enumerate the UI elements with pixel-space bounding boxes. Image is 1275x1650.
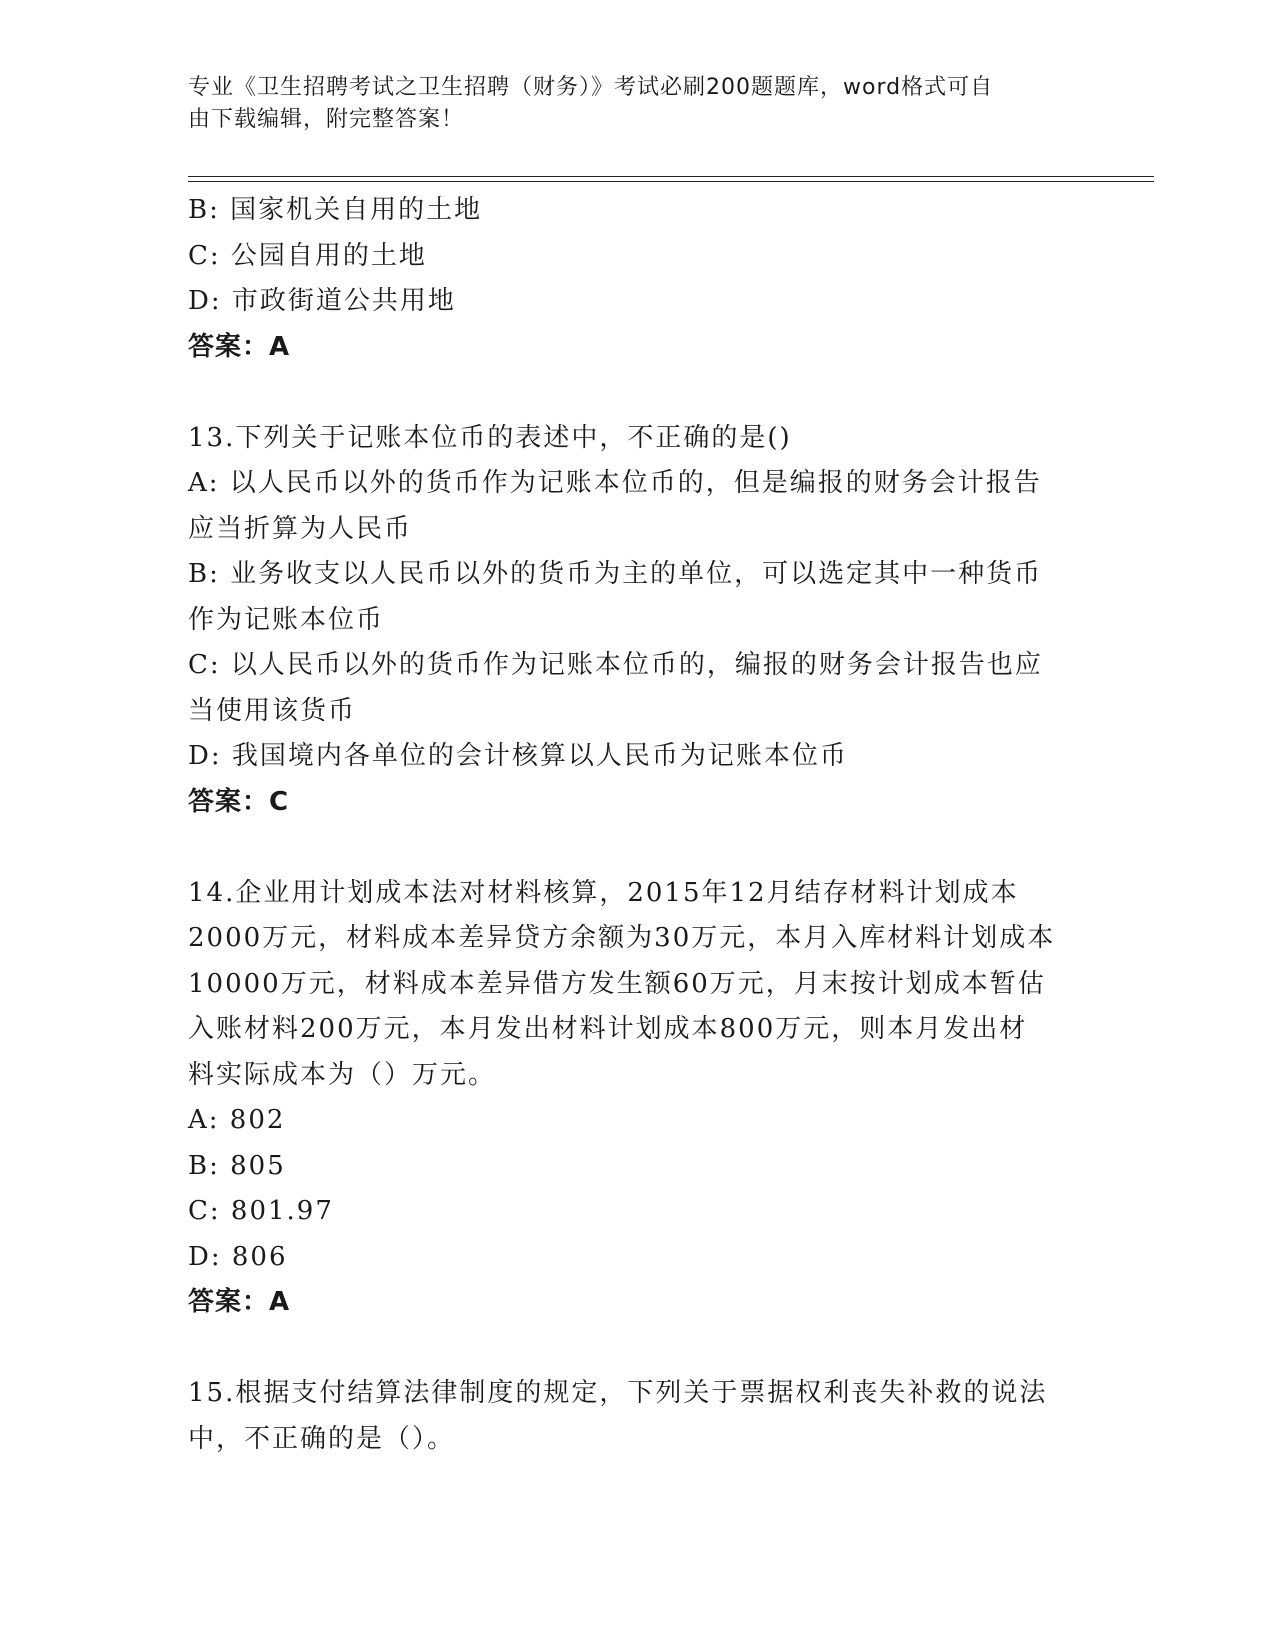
q14-option-a: A: 802 bbox=[188, 1105, 286, 1135]
header-divider-top bbox=[188, 176, 1154, 177]
q14-stem-line-4: 入账材料200万元，本月发出材料计划成本800万元，则本月发出材 bbox=[188, 1014, 1028, 1044]
q12-option-d: D: 市政街道公共用地 bbox=[188, 286, 456, 316]
header-title-line-1: 专业《卫生招聘考试之卫生招聘（财务）》考试必刷200题题库，word格式可自 bbox=[188, 75, 994, 100]
q14-option-d: D: 806 bbox=[188, 1241, 288, 1272]
spacer bbox=[188, 370, 1068, 416]
header-divider-bottom bbox=[188, 181, 1154, 182]
q15-stem-line-1: 15.根据支付结算法律制度的规定，下列关于票据权利丧失补救的说法 bbox=[188, 1378, 1048, 1408]
q13-stem: 13.下列关于记账本位币的表述中，不正确的是() bbox=[188, 422, 792, 453]
q14-stem-line-3: 10000万元，材料成本差异借方发生额60万元，月末按计划成本暂估 bbox=[188, 968, 1046, 999]
document-header bbox=[188, 72, 1068, 136]
document-body bbox=[188, 188, 1068, 1462]
spacer bbox=[188, 825, 1068, 871]
q14-option-b: B: 805 bbox=[188, 1150, 286, 1181]
header-title-line-2: 由下载编辑，附完整答案！ bbox=[188, 107, 465, 132]
q13-option-a-line-2: 应当折算为人民币 bbox=[188, 513, 413, 544]
q13-option-d: D: 我国境内各单位的会计核算以人民币为记账本位币 bbox=[188, 741, 848, 771]
q14-stem-line-2: 2000万元，材料成本差异贷方余额为30万元，本月入库材料计划成本 bbox=[188, 923, 1056, 953]
q12-answer: 答案：A bbox=[188, 331, 291, 362]
question-12 bbox=[188, 188, 1068, 370]
q13-option-c-line-2: 当使用该货币 bbox=[188, 695, 357, 726]
q13-option-a-line-1: A: 以人民币以外的货币作为记账本位币的，但是编报的财务会计报告 bbox=[188, 468, 1042, 498]
q13-option-b-line-2: 作为记账本位币 bbox=[188, 604, 385, 635]
q13-option-c-line-1: C: 以人民币以外的货币作为记账本位币的，编报的财务会计报告也应 bbox=[188, 650, 1043, 680]
q12-option-b: B: 国家机关自用的土地 bbox=[188, 195, 483, 225]
q14-option-c: C: 801.97 bbox=[188, 1196, 334, 1226]
q13-answer: 答案：C bbox=[188, 786, 290, 817]
q14-stem-line-1: 14.企业用计划成本法对材料核算，2015年12月结存材料计划成本 bbox=[188, 877, 1019, 908]
question-14 bbox=[188, 871, 1068, 1326]
question-15 bbox=[188, 1371, 1068, 1462]
q15-stem-line-2: 中，不正确的是（）。 bbox=[188, 1423, 456, 1454]
q14-answer: 答案：A bbox=[188, 1287, 291, 1317]
q14-stem-line-5: 料实际成本为（）万元。 bbox=[188, 1059, 497, 1090]
q12-option-c: C: 公园自用的土地 bbox=[188, 240, 427, 271]
spacer bbox=[188, 1326, 1068, 1372]
q13-option-b-line-1: B: 业务收支以人民币以外的货币为主的单位，可以选定其中一种货币 bbox=[188, 559, 1043, 589]
question-13 bbox=[188, 416, 1068, 826]
